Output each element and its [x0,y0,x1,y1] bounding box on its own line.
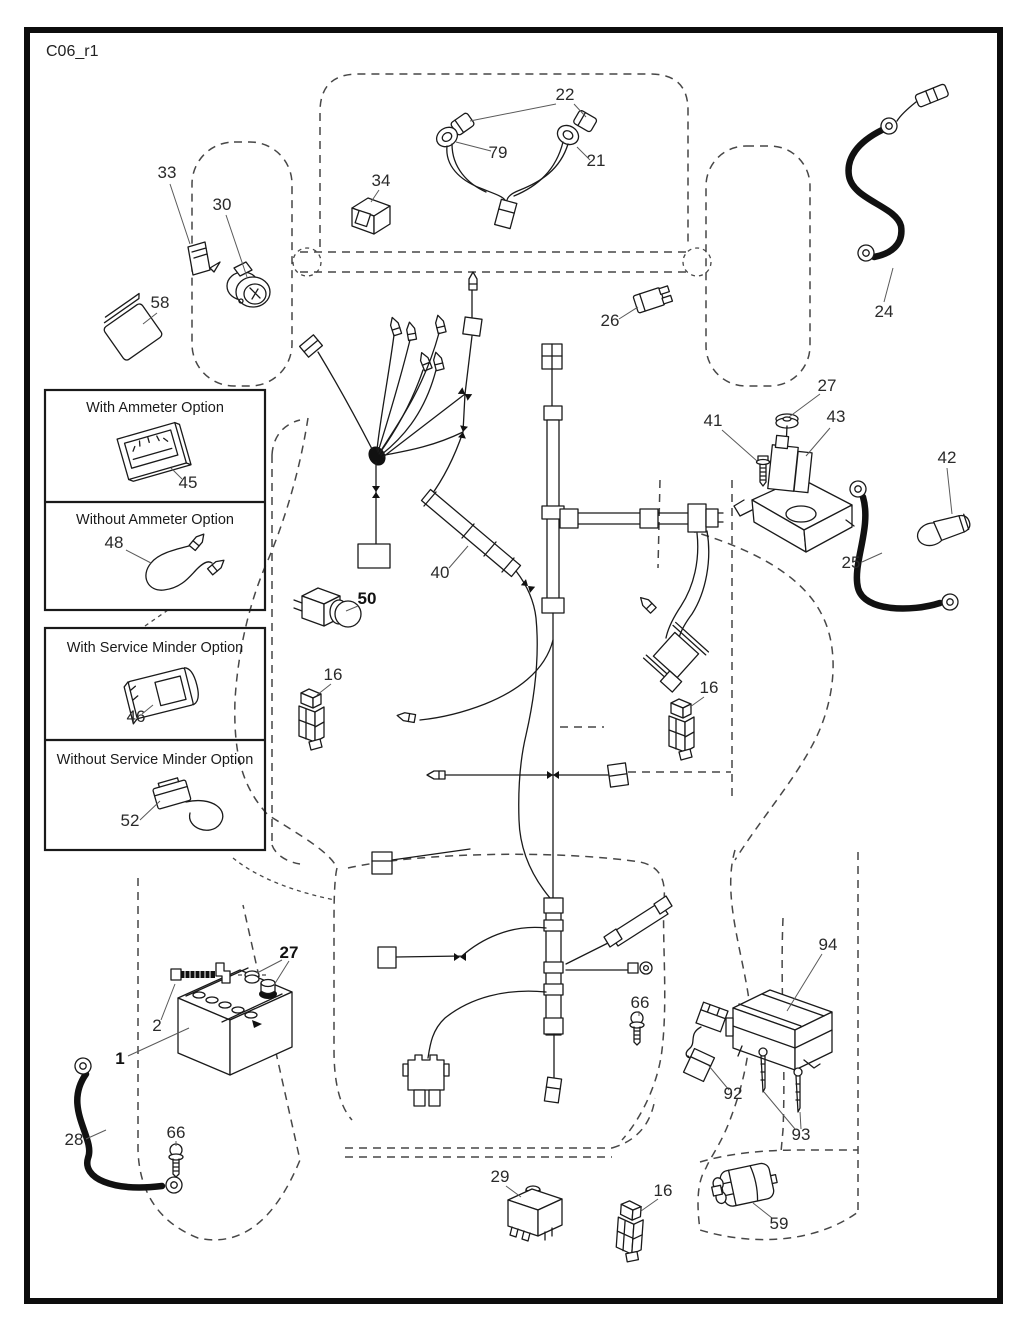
callout-2: 2 [152,1016,162,1035]
module-screw-1 [759,1048,767,1092]
main-harness [300,272,723,1106]
clip [188,242,220,275]
callout-30: 30 [212,195,232,214]
callout-16-left: 16 [323,665,343,684]
jumper-wire [146,532,227,591]
battery-assembly [171,963,292,1075]
callout-40: 40 [430,563,450,582]
callout-1: 1 [115,1049,125,1068]
interlock-switch-right [669,699,694,760]
fuse [633,285,673,313]
page-border [27,30,1000,1301]
ammeter-option-box [45,390,265,610]
callout-93: 93 [791,1125,811,1144]
callout-41: 41 [703,411,723,430]
callout-50: 50 [357,589,377,608]
with-service-title: With Service Minder Option [66,640,244,656]
callout-34: 34 [371,171,391,190]
callout-66-right: 66 [630,993,650,1012]
callout-58: 58 [150,293,170,312]
screw-66-left [169,1144,183,1177]
module-screw-2 [794,1068,802,1112]
without-ammeter-title: Without Ammeter Option [76,512,234,528]
callout-26: 26 [600,311,620,330]
callout-27-solenoid: 27 [817,376,837,395]
callout-21: 21 [586,151,606,170]
terminal-boot [915,511,973,549]
service-plug-cap [152,776,223,830]
callout-66-left: 66 [166,1123,186,1142]
battery-cable-24 [849,84,950,263]
solenoid-screw [757,456,770,486]
safety-switch-29 [508,1186,562,1241]
solenoid [734,435,854,552]
service-minder-option-box [45,628,265,850]
light-switch [352,198,390,234]
callout-46: 46 [126,707,146,726]
interlock-switch-bottom [615,1200,644,1263]
switch-50 [294,588,361,627]
callout-16-right: 16 [699,678,719,697]
callout-48: 48 [104,533,124,552]
callout-33: 33 [157,163,177,182]
starter-cable [847,478,959,611]
ignition-switch [227,262,270,307]
interlock-switch-left [299,689,324,750]
callout-59: 59 [769,1214,789,1233]
callout-24: 24 [874,302,894,321]
callout-42: 42 [937,448,957,467]
control-module [726,990,832,1070]
with-ammeter-title: With Ammeter Option [86,400,224,416]
headlight-harness [433,110,598,229]
callout-28: 28 [64,1130,84,1149]
callout-94: 94 [818,935,838,954]
relay [709,1161,780,1210]
without-service-title: Without Service Minder Option [56,752,254,768]
callout-16-bottom: 16 [653,1181,673,1200]
pigtail-connector [684,1002,728,1081]
callout-92: 92 [723,1084,743,1103]
screw-66-right [630,1012,644,1045]
callout-25: 25 [841,553,861,572]
callout-22: 22 [555,85,575,104]
callout-45: 45 [178,473,198,492]
callout-79: 79 [488,143,508,162]
callout-29: 29 [490,1167,510,1186]
callout-43: 43 [826,407,846,426]
callout-52: 52 [120,811,140,830]
solenoid-assembly [734,414,854,552]
page-code: C06_r1 [46,43,99,60]
main-connector [403,1055,449,1106]
callout-27-battery: 27 [279,943,299,962]
